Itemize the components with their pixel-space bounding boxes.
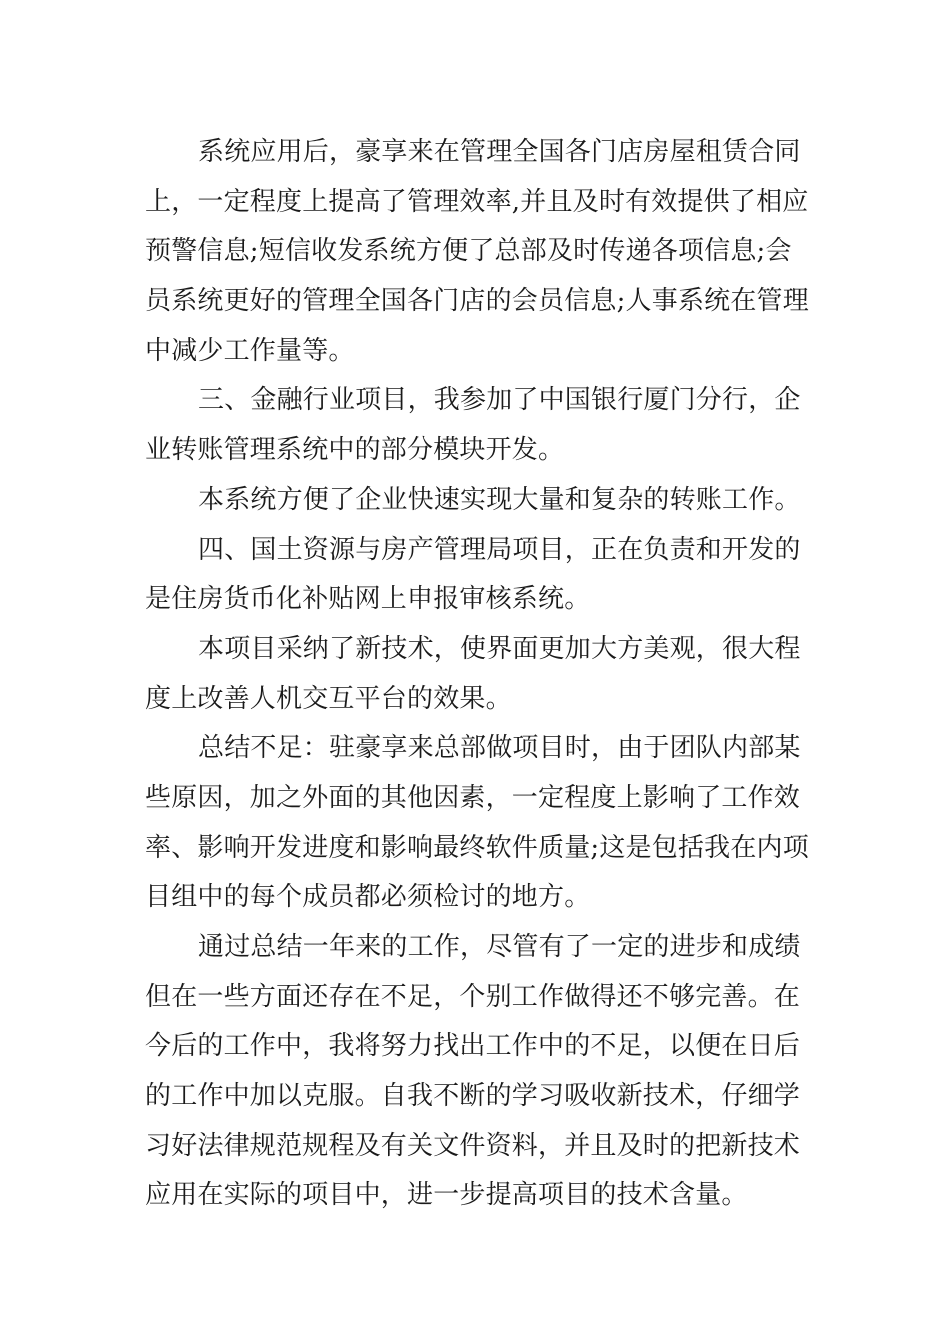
text-line: 四、国土资源与房产管理局项目，正在负责和开发的 bbox=[198, 534, 801, 565]
text-line: 三、金融行业项目，我参加了中国银行厦门分行，企 bbox=[198, 385, 801, 416]
text-line: 通过总结一年来的工作，尽管有了一定的进步和成绩 bbox=[198, 932, 801, 962]
text-line: 上，一定程度上提高了管理效率,并且及时有效提供了相应 bbox=[145, 186, 809, 217]
text-line: 些原因，加之外面的其他因素，一定程度上影响了工作效 bbox=[145, 782, 801, 813]
text-line: 总结不足：驻豪享来总部做项目时，由于团队内部某 bbox=[198, 733, 801, 764]
text-line: 率、影响开发进度和影响最终软件质量;这是包括我在内项 bbox=[145, 832, 809, 863]
text-line: 中减少工作量等。 bbox=[145, 335, 355, 366]
text-line: 目组中的每个成员都必须检讨的地方。 bbox=[145, 882, 591, 913]
text-line: 度上改善人机交互平台的效果。 bbox=[145, 683, 512, 714]
text-line: 是住房货币化补贴网上申报审核系统。 bbox=[145, 584, 591, 615]
text-line: 业转账管理系统中的部分模块开发。 bbox=[145, 435, 565, 466]
text-line: 系统应用后，豪享来在管理全国各门店房屋租赁合同 bbox=[198, 137, 801, 167]
text-line: 但在一些方面还存在不足，个别工作做得还不够完善。在 bbox=[145, 981, 801, 1012]
text-line: 习好法律规范规程及有关文件资料，并且及时的把新技术 bbox=[145, 1130, 801, 1161]
text-line: 今后的工作中，我将努力找出工作中的不足，以便在日后 bbox=[145, 1031, 801, 1062]
text-line: 员系统更好的管理全国各门店的会员信息;人事系统在管理 bbox=[145, 286, 809, 317]
text-line: 本系统方便了企业快速实现大量和复杂的转账工作。 bbox=[198, 484, 801, 515]
text-line: 本项目采纳了新技术，使界面更加大方美观，很大程 bbox=[198, 633, 801, 664]
text-line: 应用在实际的项目中，进一步提高项目的技术含量。 bbox=[145, 1180, 748, 1211]
document-body bbox=[145, 128, 810, 1221]
text-line: 的工作中加以克服。自我不断的学习吸收新技术，仔细学 bbox=[145, 1081, 801, 1112]
text-line: 预警信息;短信收发系统方便了总部及时传递各项信息;会 bbox=[145, 236, 792, 267]
